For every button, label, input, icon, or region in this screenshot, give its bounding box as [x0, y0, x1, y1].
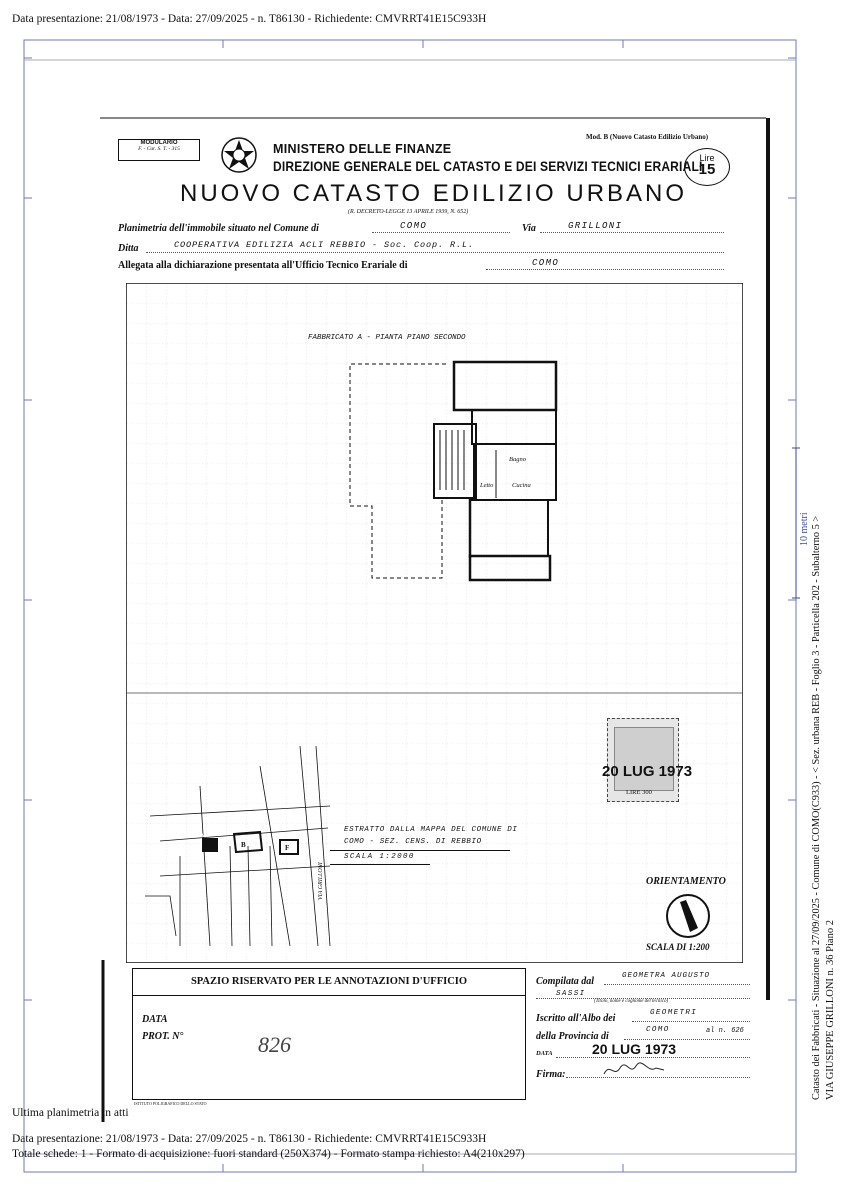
map-parcel-f: F	[285, 844, 290, 852]
side-line1: Catasto dei Fabbricati - Situazione al 27/09/2025 - Comune di COMO(C933) - < Sez. urbana REB - Foglio 3 - Particella 202 - Subalterno 5 >	[811, 515, 822, 1100]
revenue-stamp	[607, 718, 679, 802]
estratto-line2: COMO - SEZ. CENS. DI REBBIO	[344, 838, 482, 846]
orientation-label: ORIENTAMENTO	[646, 876, 726, 887]
lire-label: Lire	[699, 153, 715, 163]
document-title: NUOVO CATASTO EDILIZIO URBANO	[180, 180, 688, 207]
compilata-label: Compilata dal	[536, 976, 595, 987]
north-arrow-icon	[664, 892, 714, 940]
map-via-label: VIA GRILLONI	[318, 862, 324, 900]
estratto-line1: ESTRATTO DALLA MAPPA DEL COMUNE DI	[344, 826, 518, 834]
signature-icon	[600, 1060, 670, 1080]
room-cucina: Cucina	[512, 482, 531, 489]
office-title: SPAZIO RISERVATO PER LE ANNOTAZIONI D'UFFICIO	[133, 969, 525, 996]
header-line: Data presentazione: 21/08/1973 - Data: 27/09/2025 - n. T86130 - Richiedente: CMVRRT41E15C933H	[12, 13, 487, 25]
planimetria-label: Planimetria dell'immobile situato nel Comune di	[118, 223, 319, 234]
compilata-value2: SASSI	[556, 990, 586, 998]
floor-plan	[346, 358, 566, 586]
orientation-scala: SCALA DI 1:200	[646, 942, 710, 952]
stamp-date: 20 LUG 1973	[602, 763, 693, 780]
compiler-data-label: DATA	[536, 1050, 553, 1057]
emblem-icon	[219, 133, 259, 177]
office-prot-value: 826	[258, 1032, 291, 1057]
stamp-portrait-icon	[614, 727, 674, 791]
side-line2: VIA GIUSEPPE GRILLONI n. 36 Piano 2	[825, 920, 836, 1100]
iscritto-label: Iscritto all'Albo dei	[536, 1013, 616, 1024]
footer-line1: Data presentazione: 21/08/1973 - Data: 27/09/2025 - n. T86130 - Richiedente: CMVRRT41E15C933H	[12, 1133, 487, 1145]
direzione-title: DIREZIONE GENERALE DEL CATASTO E DEI SERVIZI TECNICI ERARIALI	[273, 158, 703, 174]
map-scala: SCALA 1:2000	[344, 853, 415, 861]
scale-label: 10 metri	[799, 512, 810, 546]
modulario-code: F. - Cat. S. T. - 315	[138, 146, 180, 152]
provincia-num: al n. 626	[706, 1027, 744, 1035]
plan-title: FABBRICATO A - PIANTA PIANO SECONDO	[308, 334, 466, 342]
via-label: Via	[522, 223, 536, 234]
comune-value: COMO	[400, 221, 428, 231]
office-data-label: DATA	[142, 1014, 168, 1025]
modulario-label: MODULARIO	[140, 140, 178, 146]
provincia-value: COMO	[646, 1026, 670, 1034]
map-parcel-b: B	[241, 841, 246, 849]
via-value: GRILLONI	[568, 221, 623, 231]
room-bagno: Bagno	[509, 456, 526, 463]
iscritto-value: GEOMETRI	[650, 1009, 698, 1017]
compilata-hint: (Titolo, nome e cognome del tecnico)	[594, 999, 669, 1004]
mod-b-label: Mod. B (Nuovo Catasto Edilizio Urbano)	[586, 133, 709, 141]
lire-stamp	[684, 148, 730, 186]
compiler-data-value: 20 LUG 1973	[592, 1041, 677, 1057]
stamp-lire: LIRE 300	[626, 789, 652, 796]
decree-note: (R. DECRETO-LEGGE 13 APRILE 1939, N. 652)	[348, 209, 469, 215]
footer-line2: Totale schede: 1 - Formato di acquisizione: fuori standard (250X374) - Formato stampa richiesto: A4(210x297)	[12, 1148, 525, 1160]
ministry-title: MINISTERO DELLE FINANZE	[273, 142, 452, 156]
cadastral-map	[140, 746, 340, 946]
lire-value: 15	[698, 161, 716, 178]
room-letto: Letto	[480, 482, 494, 489]
allegata-label: Allegata alla dichiarazione presentata all'Ufficio Tecnico Erariale di	[118, 260, 408, 271]
office-prot-label: PROT. N°	[142, 1031, 184, 1042]
provincia-label: della Provincia di	[536, 1031, 609, 1042]
footer-ultima: Ultima planimetria in atti	[12, 1107, 129, 1119]
firma-label: Firma:	[536, 1069, 566, 1080]
compilata-value: GEOMETRA AUGUSTO	[622, 972, 711, 980]
allegata-value: COMO	[532, 258, 560, 268]
office-box	[132, 968, 526, 1100]
ditta-value: COOPERATIVA EDILIZIA ACLI REBBIO - Soc. Coop. R.L.	[174, 240, 475, 250]
map-parcel-a: A	[200, 833, 205, 839]
ditta-label: Ditta	[118, 243, 139, 254]
printer-note: ISTITUTO POLIGRAFICO DELLO STATO	[134, 1101, 207, 1106]
modulario-box	[118, 139, 200, 161]
